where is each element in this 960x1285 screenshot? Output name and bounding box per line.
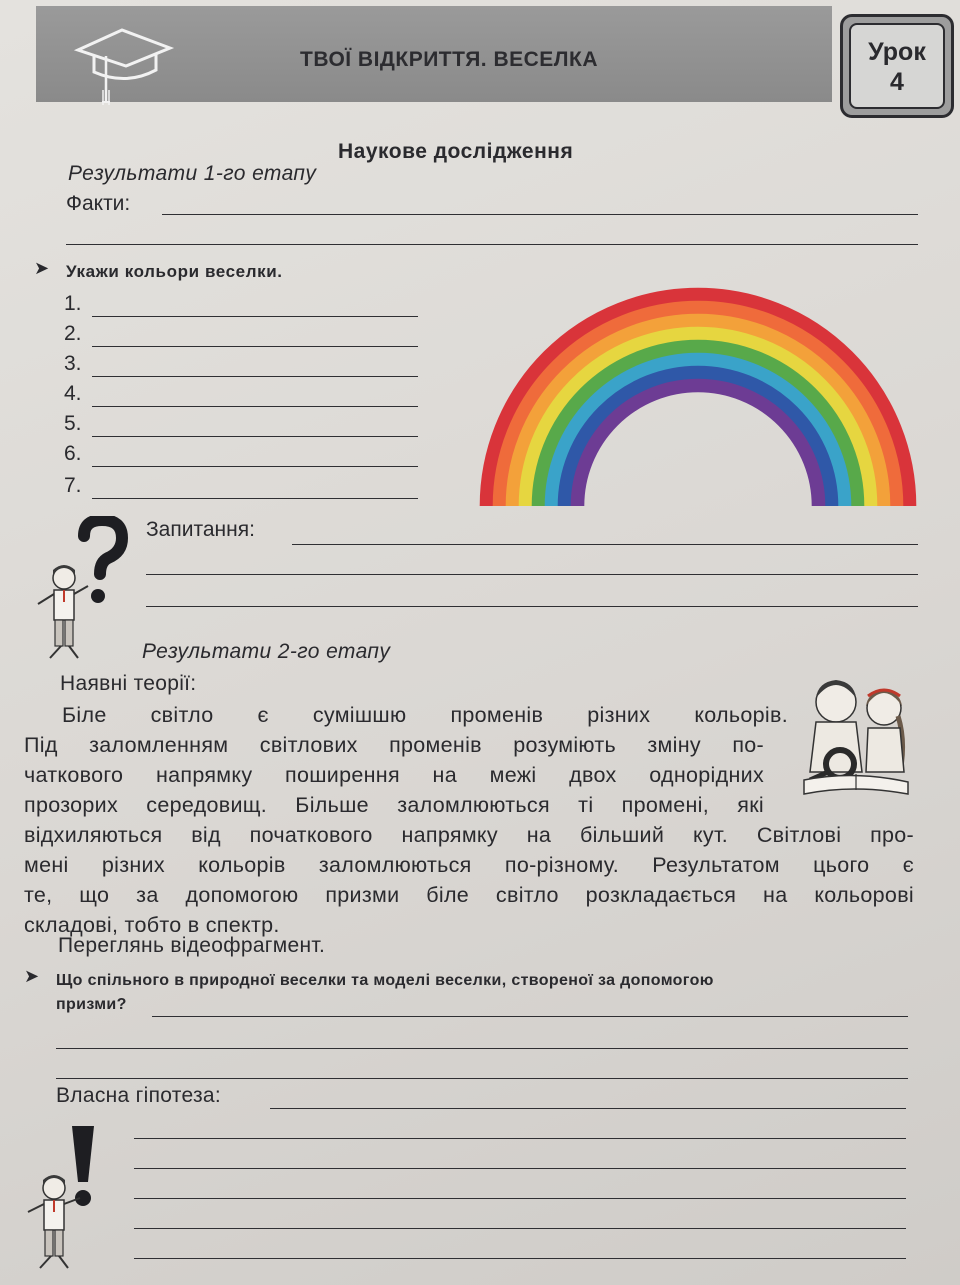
stage1-title: Результати 1-го етапу [68, 162, 317, 185]
color-answer-line[interactable] [92, 376, 418, 377]
theory-line: Біле світло є сумішшю променів різних кольорів. [62, 703, 788, 727]
questions-line-2[interactable] [146, 574, 918, 575]
task-arrow-icon: ➤ [34, 258, 50, 278]
color-answer-line[interactable] [92, 406, 418, 407]
theory-line: прозорих середовищ. Більше заломлюються ті промені, які [24, 793, 764, 817]
color-item-number: 7. [64, 474, 82, 497]
page-title: ТВОЇ ВІДКРИТТЯ. ВЕСЕЛКА [300, 48, 599, 71]
hypothesis-line[interactable] [134, 1168, 906, 1169]
theory-line: те, що за допомогою призми біле світло розкладається на кольорові [24, 883, 914, 907]
color-item-number: 6. [64, 442, 82, 465]
color-answer-line[interactable] [92, 316, 418, 317]
header-band [36, 6, 832, 102]
hypothesis-line[interactable] [134, 1198, 906, 1199]
question-task-line-2: призми? [56, 996, 127, 1013]
facts-label: Факти: [66, 192, 131, 215]
answer-line[interactable] [56, 1078, 908, 1079]
hypothesis-label: Власна гіпотеза: [56, 1084, 222, 1107]
rainbow-illustration [478, 270, 918, 510]
color-item-number: 2. [64, 322, 82, 345]
section-heading: Наукове дослідження [338, 140, 574, 163]
hypothesis-line[interactable] [270, 1108, 906, 1109]
color-answer-line[interactable] [92, 346, 418, 347]
graduation-cap-icon [70, 10, 180, 110]
color-item-number: 1. [64, 292, 82, 315]
hypothesis-line[interactable] [134, 1228, 906, 1229]
theory-line: складові, тобто в спектр. [24, 913, 280, 937]
facts-line-2[interactable] [66, 244, 918, 245]
boy-figure-icon [28, 562, 108, 662]
stage2-title: Результати 2-го етапу [142, 640, 391, 663]
task-arrow-icon: ➤ [24, 966, 40, 986]
hypothesis-line[interactable] [134, 1258, 906, 1259]
color-item-number: 5. [64, 412, 82, 435]
color-answer-line[interactable] [92, 466, 418, 467]
answer-line[interactable] [152, 1016, 908, 1017]
hypothesis-line[interactable] [134, 1138, 906, 1139]
lesson-number: 4 [890, 68, 904, 96]
theory-paragraph [24, 700, 914, 940]
boy-figure-icon [18, 1172, 98, 1272]
theory-line: чаткового напрямку поширення на межі двох однорідних [24, 763, 764, 787]
questions-line-1[interactable] [292, 544, 918, 545]
question-task-line-1: Що спільного в природної веселки та моделі веселки, створеної за допомогою [56, 972, 714, 989]
theory-line: Під заломленням світлових променів розуміють зміну по- [24, 733, 764, 757]
facts-line-1[interactable] [162, 214, 918, 215]
task-colors: Укажи кольори веселки. [66, 262, 283, 281]
color-answer-line[interactable] [92, 436, 418, 437]
color-item-number: 3. [64, 352, 82, 375]
answer-line[interactable] [56, 1048, 908, 1049]
lesson-badge [840, 14, 954, 118]
video-note: Переглянь відеофрагмент. [58, 934, 326, 957]
lesson-label: Урок [868, 38, 926, 66]
questions-label: Запитання: [146, 518, 255, 541]
questions-line-3[interactable] [146, 606, 918, 607]
theories-label: Наявні теорії: [60, 672, 197, 695]
theory-line: відхиляються від початкового напрямку на більший кут. Світлові про- [24, 823, 914, 847]
color-answer-line[interactable] [92, 498, 418, 499]
color-item-number: 4. [64, 382, 82, 405]
theory-line: мені різних кольорів заломлюються по-різному. Результатом цього є [24, 853, 914, 877]
